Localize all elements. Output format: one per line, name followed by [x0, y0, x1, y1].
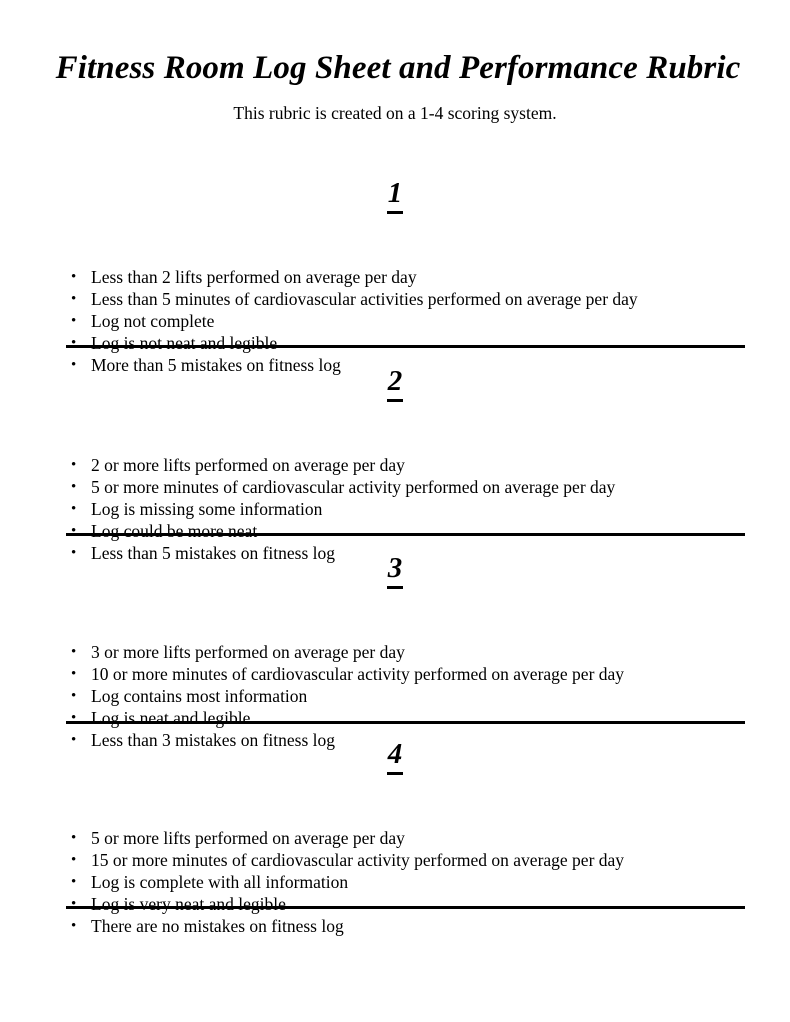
bullet-icon: • — [71, 852, 77, 868]
bullet-icon: • — [71, 335, 77, 351]
list-item — [0, 476, 790, 498]
rubric-section-3 — [0, 551, 790, 751]
section-divider — [66, 906, 745, 909]
bullet-icon: • — [71, 918, 77, 934]
criterion-text: Log contains most information — [91, 686, 308, 706]
list-item — [0, 685, 790, 707]
list-item — [0, 893, 790, 915]
criterion-text: Log is very neat and legible — [91, 894, 286, 914]
criterion-text: Less than 2 lifts performed on average per day — [91, 267, 417, 287]
criterion-text: Log is neat and legible — [91, 708, 251, 728]
criterion-text: 15 or more minutes of cardiovascular activity performed on average per day — [91, 850, 625, 870]
criterion-text: 5 or more lifts performed on average per day — [91, 828, 405, 848]
section-heading-2 — [45, 364, 745, 402]
bullet-icon: • — [71, 644, 77, 660]
criteria-list-3 — [0, 641, 790, 751]
criterion-text: Less than 3 mistakes on fitness log — [91, 730, 336, 750]
bullet-icon: • — [71, 830, 77, 846]
list-item — [0, 915, 790, 937]
score-label-4: 4 — [387, 737, 404, 775]
bullet-icon: • — [71, 313, 77, 329]
bullet-icon: • — [71, 545, 77, 561]
criterion-text: 5 or more minutes of cardiovascular activity performed on average per day — [91, 477, 616, 497]
list-item — [0, 871, 790, 893]
section-divider — [66, 345, 745, 348]
bullet-icon: • — [71, 457, 77, 473]
rubric-section-4 — [0, 737, 790, 937]
page-title: Fitness Room Log Sheet and Performance Rubric — [55, 50, 741, 86]
score-label-3: 3 — [387, 551, 404, 589]
list-item — [0, 454, 790, 476]
bullet-icon: • — [71, 688, 77, 704]
list-item — [0, 641, 790, 663]
bullet-icon: • — [71, 269, 77, 285]
criteria-list-2 — [0, 454, 790, 564]
list-item — [0, 498, 790, 520]
section-divider — [66, 721, 745, 724]
bullet-icon: • — [71, 479, 77, 495]
list-item — [0, 849, 790, 871]
bullet-icon: • — [71, 710, 77, 726]
list-item — [0, 310, 790, 332]
list-item — [0, 827, 790, 849]
bullet-icon: • — [71, 523, 77, 539]
page-subtitle: This rubric is created on a 1-4 scoring system. — [233, 103, 557, 123]
section-divider — [66, 533, 745, 536]
criterion-text: Less than 5 mistakes on fitness log — [91, 543, 336, 563]
bullet-icon: • — [71, 896, 77, 912]
list-item — [0, 663, 790, 685]
list-item — [0, 332, 790, 354]
bullet-icon: • — [71, 732, 77, 748]
score-label-1: 1 — [387, 176, 404, 214]
section-heading-3 — [45, 551, 745, 589]
criterion-text: 3 or more lifts performed on average per day — [91, 642, 405, 662]
bullet-icon: • — [71, 357, 77, 373]
score-label-2: 2 — [387, 364, 404, 402]
bullet-icon: • — [71, 666, 77, 682]
criterion-text: Log not complete — [91, 311, 215, 331]
criterion-text: More than 5 mistakes on fitness log — [91, 355, 341, 375]
criterion-text: Log is missing some information — [91, 499, 323, 519]
list-item — [0, 707, 790, 729]
rubric-section-1 — [0, 176, 790, 376]
criteria-list-1 — [0, 266, 790, 376]
rubric-section-2 — [0, 364, 790, 564]
criterion-text: 2 or more lifts performed on average per day — [91, 455, 405, 475]
list-item — [0, 288, 790, 310]
bullet-icon: • — [71, 291, 77, 307]
list-item — [0, 520, 790, 542]
criterion-text: Log is complete with all information — [91, 872, 349, 892]
criterion-text: Less than 5 minutes of cardiovascular activities performed on average per day — [91, 289, 638, 309]
criterion-text: Log could be more neat — [91, 521, 258, 541]
list-item — [0, 266, 790, 288]
criteria-list-4 — [0, 827, 790, 937]
section-heading-4 — [45, 737, 745, 775]
section-heading-1 — [45, 176, 745, 214]
criterion-text: 10 or more minutes of cardiovascular activity performed on average per day — [91, 664, 625, 684]
bullet-icon: • — [71, 501, 77, 517]
bullet-icon: • — [71, 874, 77, 890]
criterion-text: There are no mistakes on fitness log — [91, 916, 344, 936]
criterion-text: Log is not neat and legible — [91, 333, 278, 353]
